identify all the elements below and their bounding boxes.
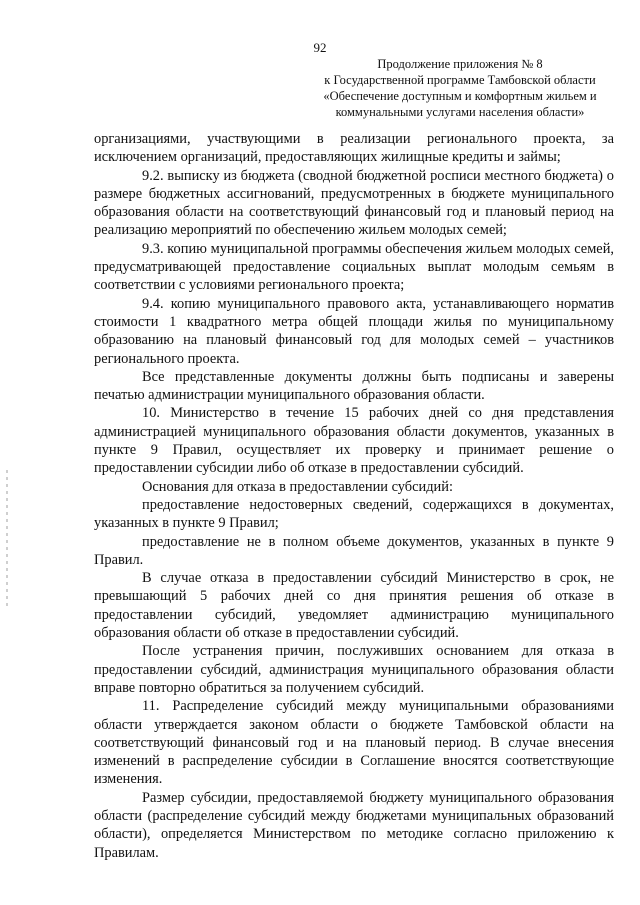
paragraph: предоставление недостоверных сведений, содержащихся в документах, указанных в пункте 9 Правил;: [94, 496, 614, 532]
header-line: коммунальными услугами населения области»: [335, 105, 585, 119]
paragraph: Основания для отказа в предоставлении субсидий:: [142, 478, 453, 495]
header-line: Продолжение приложения № 8: [377, 57, 543, 71]
appendix-header: [310, 56, 610, 120]
paragraph: 11. Распределение субсидий между муниципальными образованиями области утверждается законом области о бюджете Тамбовской области на соответствующий финансовый год и на плановый период. В случае внесения изменений в распределение субсидии в Соглашение вносятся соответствующие изменения.: [94, 698, 614, 788]
paragraph: 9.2. выписку из бюджета (сводной бюджетной росписи местного бюджета) о размере бюджетных ассигнований, предусмотренных в бюджете муниципального образования области на соответствующий финансовый год и плановый период на реализацию мероприятий по обеспечению жильем молодых семей;: [94, 167, 614, 239]
document-body: [94, 130, 614, 862]
header-line: к Государственной программе Тамбовской области: [324, 73, 596, 87]
paragraph: Размер субсидии, предоставляемой бюджету муниципального образования области (распределение субсидий между бюджетами муниципальных образований области), определяется Министерством по методике согласно приложению к Правилам.: [94, 789, 614, 861]
paragraph: Все представленные документы должны быть подписаны и заверены печатью администрации муниципального образования области.: [94, 368, 614, 404]
paragraph: В случае отказа в предоставлении субсидий Министерство в срок, не превышающий 5 рабочих дней со дня принятия решения об отказе в предоставлении субсидий, уведомляет администрацию муниципального образования области об отказе в предоставлении субсидий.: [94, 570, 614, 642]
paragraph: 10. Министерство в течение 15 рабочих дней со дня представления администрацией муниципального образования области документов, указанных в пункте 9 Правил, осуществляет их проверку и принимает решение о предоставлении субсидии либо об отказе в предоставлении субсидий.: [94, 405, 614, 477]
scan-margin-mark: [6, 470, 8, 610]
paragraph: 9.3. копию муниципальной программы обеспечения жильем молодых семей, предусматривающей предоставление социальных выплат молодым семьям в соответствии с условиями регионального проекта;: [94, 240, 614, 294]
paragraph: организациями, участвующими в реализации регионального проекта, за исключением организаций, предоставляющих жилищные кредиты и займы;: [94, 131, 614, 166]
paragraph: После устранения причин, послуживших основанием для отказа в предоставлении субсидий, администрация муниципального образования области вправе повторно обратиться за получением субсидий.: [94, 643, 614, 696]
header-line: «Обеспечение доступным и комфортным жильем и: [323, 89, 597, 103]
paragraph: предоставление не в полном объеме документов, указанных в пункте 9 Правил.: [94, 533, 614, 568]
page-number: 92: [313, 40, 327, 55]
paragraph: 9.4. копию муниципального правового акта, устанавливающего норматив стоимости 1 квадратного метра общей площади жилья по муниципальному образованию на плановый финансовый год для молодых семей – участников регионального проекта.: [94, 295, 614, 367]
